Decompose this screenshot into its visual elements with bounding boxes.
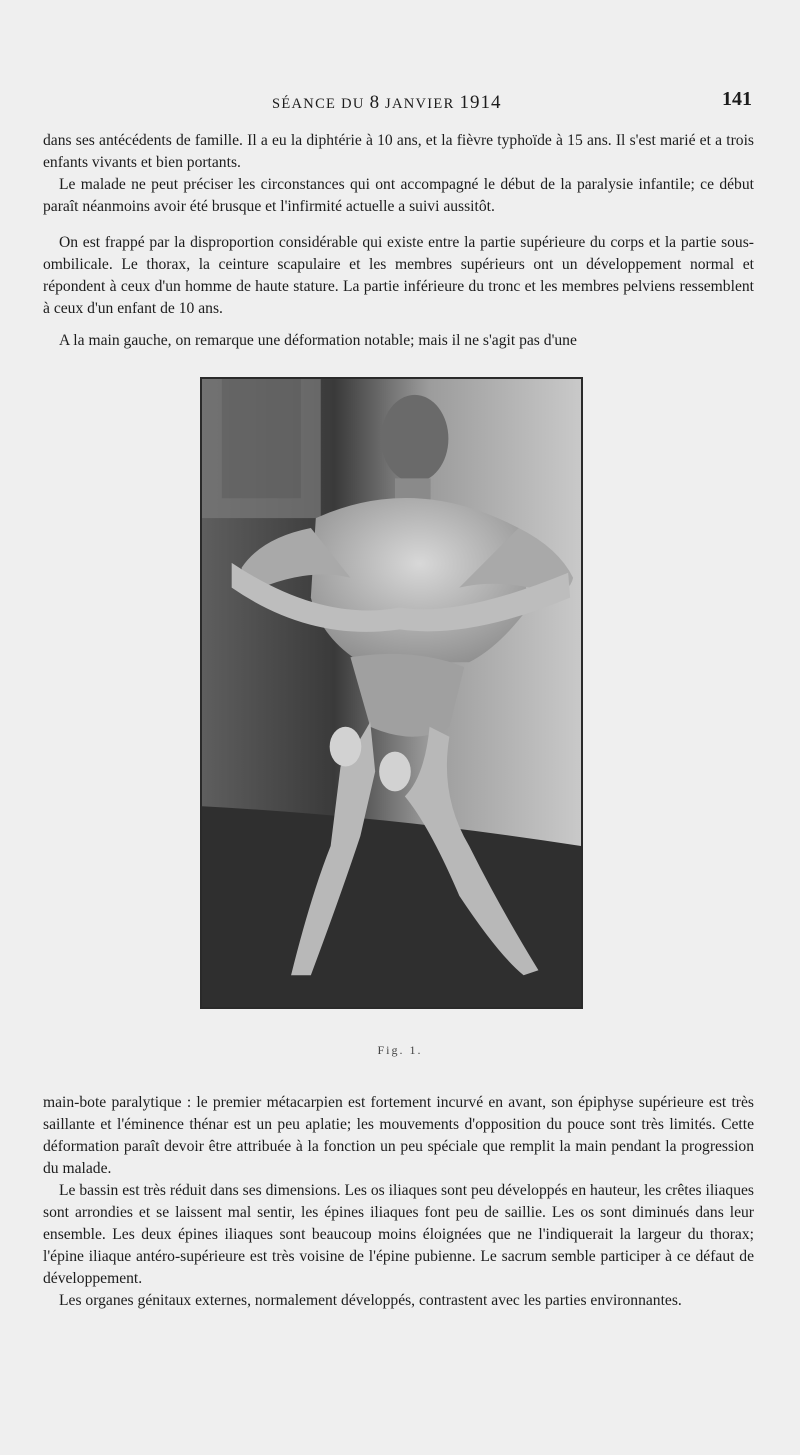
paragraph-family-history: dans ses antécédents de famille. Il a eu la diphtérie à 10 ans, et la fièvre typhoïde à 15 ans. Il s'est marié et a trois enfants vivants et bien portants. <box>43 132 754 171</box>
paragraph-organes: Les organes génitaux externes, normalement développés, contrastent avec les parties environnantes. <box>59 1292 682 1309</box>
running-head-title: SÉANCE DU <box>272 96 365 112</box>
running-head-month: JANVIER <box>385 96 455 112</box>
running-head <box>272 92 502 114</box>
paragraph-bassin: Le bassin est très réduit dans ses dimensions. Les os iliaques sont peu développés en hauteur, les crêtes iliaques sont arrondies et se laissent mal sentir, les épines iliaques font peu de saillie. Les os sont diminués dans leur ensemble. Les deux épines iliaques sont beaucoup moins éloignées que ne l'indiquerait la largeur du thorax; l'épine iliaque antéro-supérieure est très voisine de l'épine pubienne. Le sacrum semble participer à ce défaut de développement. <box>43 1182 754 1287</box>
paragraph-main-bote: main-bote paralytique : le premier métacarpien est fortement incurvé en avant, son épiphyse supérieure est très saillante et l'éminence thénar est un peu aplatie; les mouvements d'opposition du pouce sont très limités. Cette déformation paraît devoir être attribuée à la fonction un peu spéciale que remplit la main pendant la progression du malade. <box>43 1094 754 1177</box>
page-number: 141 <box>722 88 752 110</box>
running-head-year: 1914 <box>459 92 502 113</box>
figure-caption: Fig. 1. <box>377 1043 423 1057</box>
paragraph-left-hand: A la main gauche, on remarque une déformation notable; mais il ne s'agit pas d'une <box>59 332 577 349</box>
patient-photograph <box>202 379 581 1007</box>
paragraph-disproportion: On est frappé par la disproportion considérable qui existe entre la partie supérieure du corps et la partie sous-ombilicale. Le thorax, la ceinture scapulaire et les membres supérieurs ont un développement normal et répondent à ceux d'un homme de haute stature. La partie inférieure du tronc et les membres pelviens ressemblent à ceux d'un enfant de 10 ans. <box>43 234 754 317</box>
paragraph-onset: Le malade ne peut préciser les circonstances qui ont accompagné le début de la paralysie infantile; ce début paraît néanmoins avoir été brusque et l'infirmité actuelle a suivi aussitôt. <box>43 176 754 215</box>
page-header <box>0 88 800 118</box>
running-head-day: 8 <box>369 92 381 113</box>
figure-photograph <box>200 377 583 1009</box>
